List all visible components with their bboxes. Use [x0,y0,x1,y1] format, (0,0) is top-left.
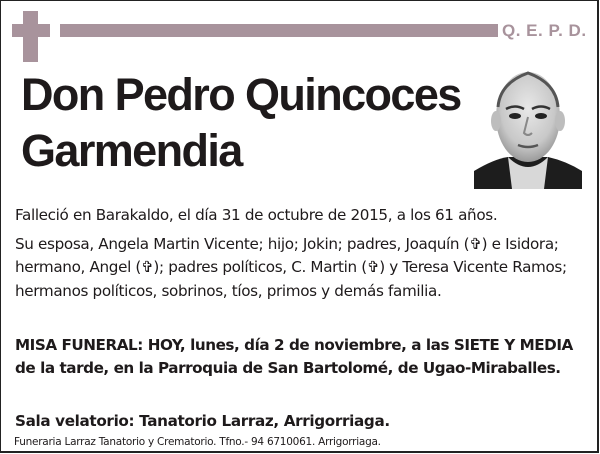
deceased-name [21,67,461,179]
portrait-image [474,59,582,189]
header-rule [60,24,498,37]
cross-icon-arm [12,24,50,37]
funeral-mass-notice: MISA FUNERAL: HOY, lunes, día 2 de noviembre, a las SIETE Y MEDIA de la tarde, en la Parroquia de San Bartolomé, de Ugao-Miraballes. [15,336,573,377]
portrait-photo [474,59,582,189]
family-notice: Su esposa, Angela Martin Vicente; hijo; Jokin; padres, Joaquín (✞) e Isidora; hermano, Angel (✞); padres políticos, C. Martin (✞) y Teresa Vicente Ramos; hermanos políticos, sobrinos, tíos, primos y demás familia. [15,234,567,300]
name-line-2: Garmendia [21,125,242,176]
death-notice: Falleció en Barakaldo, el día 31 de octubre de 2015, a los 61 años. [15,206,498,224]
name-line-1: Don Pedro Quincoces [21,69,461,120]
obituary-body [15,204,585,307]
qepd-label: Q. E. P. D. [502,21,587,40]
wake-room-notice: Sala velatorio: Tanatorio Larraz, Arrigorriaga. [15,412,390,430]
funeral-home-footer: Funeraria Larraz Tanatorio y Crematorio. Tfno.- 94 6710061. Arrigorriaga. [14,436,381,448]
